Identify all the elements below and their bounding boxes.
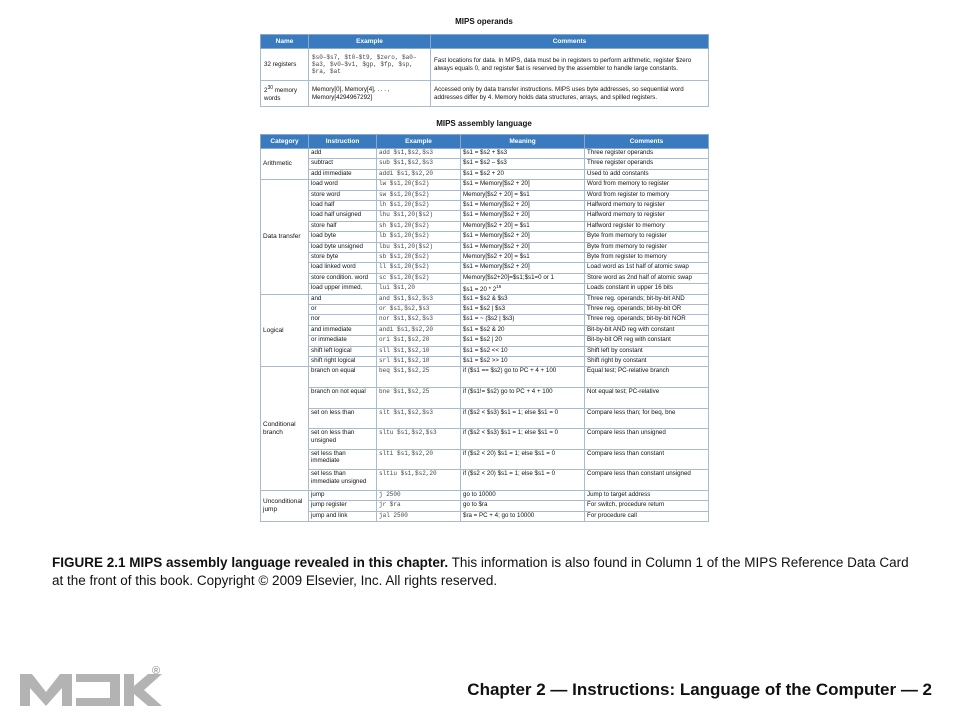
cell-example: and $s1,$s2,$s3 (377, 294, 461, 304)
table-row (261, 200, 709, 210)
chapter-footer: Chapter 2 — Instructions: Language of the Computer — 2 (467, 680, 932, 699)
cell-meaning: $s1 = Memory[$s2 + 20] (461, 242, 585, 252)
mk-logo-icon (20, 662, 170, 708)
memory-words-label: memory words (264, 87, 298, 102)
cell-instruction: subtract (309, 159, 377, 169)
cell-meaning: $s1 = Memory[$s2 + 20] (461, 180, 585, 190)
assembly-table-title: MIPS assembly language (436, 119, 532, 128)
table-row (261, 511, 709, 521)
cell-meaning: $ra = PC + 4; go to 10000 (461, 511, 585, 521)
cell-example: sh $s1,20($s2) (377, 221, 461, 231)
table-row (261, 304, 709, 314)
cell-instruction: add immediate (309, 169, 377, 179)
cell-comments: Store word as 2nd half of atomic swap (585, 273, 709, 283)
table-row (261, 169, 709, 179)
cell-example: jr $ra (377, 501, 461, 511)
cell-comments: Equal test; PC-relative branch (585, 367, 709, 388)
cell-comments: Loads constant in upper 16 bits (585, 284, 709, 295)
cell-instruction: nor (309, 315, 377, 325)
cell-instruction: branch on equal (309, 367, 377, 388)
cell-comments: Three register operands (585, 149, 709, 159)
cell-meaning: go to 10000 (461, 490, 585, 500)
table-row (261, 294, 709, 304)
table-row (261, 387, 709, 408)
cell-meaning: $s1 = $s2 >> 10 (461, 356, 585, 366)
cell-comments: Shift left by constant (585, 346, 709, 356)
cell-instruction: store word (309, 190, 377, 200)
cell-instruction: load byte unsigned (309, 242, 377, 252)
cell-name (261, 81, 309, 107)
cell-meaning: if ($s2 < $s3) $s1 = 1; else $s1 = 0 (461, 408, 585, 429)
cell-comments: Used to add constants (585, 169, 709, 179)
cell-instruction: set on less than unsigned (309, 429, 377, 450)
cell-example: sw $s1,20($s2) (377, 190, 461, 200)
table-row (261, 252, 709, 262)
table-row (261, 149, 709, 159)
cell-comments: Load word as 1st half of atomic swap (585, 263, 709, 273)
cell-instruction: jump (309, 490, 377, 500)
cell-comments: Compare less than unsigned (585, 429, 709, 450)
cell-meaning: go to $ra (461, 501, 585, 511)
table-row (261, 470, 709, 491)
cell-instruction: jump and link (309, 511, 377, 521)
cell-comments: Accessed only by data transfer instructions. MIPS uses byte addresses, so sequential word addresses differ by 4. Memory holds data structures, arrays, and spilled registers. (431, 81, 709, 107)
cell-meaning: if ($s1 == $s2) go to PC + 4 + 100 (461, 367, 585, 388)
cell-example: lh $s1,20($s2) (377, 200, 461, 210)
table-row (261, 449, 709, 470)
cell-comments: Shift right by constant (585, 356, 709, 366)
cell-meaning: Memory[$s2 + 20] = $s1 (461, 252, 585, 262)
cell-instruction: load linked word (309, 263, 377, 273)
table-row (261, 367, 709, 388)
meaning-base: $s1 = 20 * 2 (463, 286, 497, 294)
cell-example: sltu $s1,$s2,$s3 (377, 429, 461, 450)
cell-example: addi $s1,$s2,20 (377, 169, 461, 179)
table-row (261, 263, 709, 273)
cell-comments: Compare less than constant (585, 449, 709, 470)
cell-comments: Three reg. operands; bit-by-bit OR (585, 304, 709, 314)
cell-comments: Compare less than; for beq, bne (585, 408, 709, 429)
table-row (261, 315, 709, 325)
table-row (261, 49, 709, 81)
cell-example: srl $s1,$s2,10 (377, 356, 461, 366)
cell-meaning: if ($s1!= $s2) go to PC + 4 + 100 (461, 387, 585, 408)
table-row (261, 190, 709, 200)
cell-comments: Compare less than constant unsigned (585, 470, 709, 491)
cell-instruction: branch on not equal (309, 387, 377, 408)
cell-comments: Halfword memory to register (585, 211, 709, 221)
operands-table-title: MIPS operands (455, 17, 513, 26)
category-arithmetic: Arithmetic (261, 149, 309, 180)
table-row (261, 81, 709, 107)
cell-meaning: $s1 = $s2 & 20 (461, 325, 585, 335)
caption-bold: FIGURE 2.1 MIPS assembly language revealed in this chapter. (52, 555, 449, 570)
cell-comments: Bit-by-bit AND reg with constant (585, 325, 709, 335)
header-example: Example (377, 135, 461, 149)
table-row (261, 356, 709, 366)
cell-example: slt $s1,$s2,$s3 (377, 408, 461, 429)
cell-meaning: $s1 = $s2 + $s3 (461, 149, 585, 159)
table-row (261, 232, 709, 242)
publisher-logo (20, 662, 170, 713)
table-row (261, 429, 709, 450)
cell-example: sb $s1,20($s2) (377, 252, 461, 262)
cell-comments: Fast locations for data. In MIPS, data must be in registers to perform arithmetic, register $zero always equals 0, and register $at is reserved by the assembler to handle large constants. (431, 49, 709, 81)
cell-meaning: $s1 = Memory[$s2 + 20] (461, 232, 585, 242)
cell-meaning: $s1 = $s2 << 10 (461, 346, 585, 356)
cell-instruction: and (309, 294, 377, 304)
cell-meaning: $s1 = Memory[$s2 + 20] (461, 200, 585, 210)
cell-meaning: if ($s2 < $s3) $s1 = 1; else $s1 = 0 (461, 429, 585, 450)
cell-example: sc $s1,20($s2) (377, 273, 461, 283)
table-row (261, 490, 709, 500)
cell-comments: Byte from register to memory (585, 252, 709, 262)
cell-meaning: $s1 = Memory[$s2 + 20] (461, 263, 585, 273)
table-row (261, 242, 709, 252)
meaning-exponent: 16 (496, 284, 502, 290)
cell-meaning: $s1 = $s2 & $s3 (461, 294, 585, 304)
figure-caption (52, 554, 912, 590)
memory-words-base: 2 (264, 87, 268, 95)
cell-meaning: $s1 = $s2 + 20 (461, 169, 585, 179)
cell-comments: Word from register to memory (585, 190, 709, 200)
header-comments: Comments (431, 35, 709, 49)
assembly-table (260, 134, 709, 522)
cell-example: beq $s1,$s2,25 (377, 367, 461, 388)
memory-words-exponent: 30 (267, 85, 274, 92)
cell-example: sub $s1,$s2,$s3 (377, 159, 461, 169)
cell-meaning: $s1 = ~ ($s2 | $s3) (461, 315, 585, 325)
cell-instruction: or (309, 304, 377, 314)
cell-instruction: store byte (309, 252, 377, 262)
cell-comments: Byte from memory to register (585, 242, 709, 252)
cell-comments: Byte from memory to register (585, 232, 709, 242)
cell-meaning: $s1 = Memory[$s2 + 20] (461, 211, 585, 221)
header-comments: Comments (585, 135, 709, 149)
cell-meaning: if ($s2 < 20) $s1 = 1; else $s1 = 0 (461, 470, 585, 491)
cell-example: andi $s1,$s2,20 (377, 325, 461, 335)
cell-instruction: shift left logical (309, 346, 377, 356)
table-row (261, 408, 709, 429)
header-instruction: Instruction (309, 135, 377, 149)
cell-meaning: Memory[$s2 + 20] = $s1 (461, 190, 585, 200)
category-data-transfer: Data transfer (261, 180, 309, 294)
cell-instruction: add (309, 149, 377, 159)
cell-comments: Three reg. operands; bit-by-bit NOR (585, 315, 709, 325)
table-row (261, 159, 709, 169)
cell-example: or $s1,$s2,$s3 (377, 304, 461, 314)
table-row (261, 221, 709, 231)
cell-comments: For procedure call (585, 511, 709, 521)
cell-example: jal 2500 (377, 511, 461, 521)
cell-example: lhu $s1,20($s2) (377, 211, 461, 221)
cell-meaning: Memory[$s2 + 20] = $s1 (461, 221, 585, 231)
cell-instruction: set less than immediate unsigned (309, 470, 377, 491)
header-meaning: Meaning (461, 135, 585, 149)
cell-instruction: set less than immediate (309, 449, 377, 470)
cell-comments: For switch, procedure return (585, 501, 709, 511)
cell-example: add $s1,$s2,$s3 (377, 149, 461, 159)
cell-comments: Word from memory to register (585, 180, 709, 190)
cell-example: lui $s1,20 (377, 284, 461, 295)
table-row (261, 284, 709, 295)
cell-meaning: $s1 = $s2 – $s3 (461, 159, 585, 169)
cell-instruction: jump register (309, 501, 377, 511)
cell-meaning: if ($s2 < 20) $s1 = 1; else $s1 = 0 (461, 449, 585, 470)
cell-example: $s0–$s7, $t0–$t9, $zero, $a0–$a3, $v0–$v1, $gp, $fp, $sp, $ra, $at (309, 49, 431, 81)
cell-instruction: shift right logical (309, 356, 377, 366)
cell-instruction: store condition. word (309, 273, 377, 283)
table-row (261, 325, 709, 335)
cell-comments: Not equal test; PC-relative (585, 387, 709, 408)
table-row (261, 180, 709, 190)
cell-name: 32 registers (261, 49, 309, 81)
cell-instruction: load word (309, 180, 377, 190)
cell-instruction: load byte (309, 232, 377, 242)
cell-instruction: or immediate (309, 336, 377, 346)
caption-text: This information is also found in Column 1 of the MIPS Reference Data Card at the front of this book. Copyright © 2009 Elsevier, Inc. All rights reserved. (52, 555, 909, 588)
cell-example: lbu $s1,20($s2) (377, 242, 461, 252)
category-logical: Logical (261, 294, 309, 367)
cell-comments: Halfword register to memory (585, 221, 709, 231)
category-unconditional-jump: Unconditional jump (261, 490, 309, 521)
cell-comments: Three reg. operands; bit-by-bit AND (585, 294, 709, 304)
cell-meaning: $s1 = $s2 | 20 (461, 336, 585, 346)
cell-example: ori $s1,$s2,20 (377, 336, 461, 346)
cell-meaning: Memory[$s2+20]=$s1;$s1=0 or 1 (461, 273, 585, 283)
cell-comments: Halfword memory to register (585, 200, 709, 210)
cell-example: Memory[0], Memory[4], . . . , Memory[4294967292] (309, 81, 431, 107)
cell-instruction: store half (309, 221, 377, 231)
cell-comments: Bit-by-bit OR reg with constant (585, 336, 709, 346)
header-name: Name (261, 35, 309, 49)
cell-example: sll $s1,$s2,10 (377, 346, 461, 356)
cell-instruction: load upper immed. (309, 284, 377, 295)
cell-example: ll $s1,20($s2) (377, 263, 461, 273)
cell-example: sltiu $s1,$s2,20 (377, 470, 461, 491)
cell-comments: Jump to target address (585, 490, 709, 500)
cell-comments: Three register operands (585, 159, 709, 169)
registered-mark: ® (152, 665, 161, 677)
cell-example: j 2500 (377, 490, 461, 500)
table-row (261, 273, 709, 283)
table-row (261, 346, 709, 356)
cell-meaning (461, 284, 585, 295)
cell-example: lb $s1,20($s2) (377, 232, 461, 242)
operands-table (260, 34, 709, 107)
category-conditional-branch: Conditional branch (261, 367, 309, 491)
table-row (261, 336, 709, 346)
header-category: Category (261, 135, 309, 149)
table-row (261, 211, 709, 221)
cell-instruction: load half (309, 200, 377, 210)
header-example: Example (309, 35, 431, 49)
cell-example: nor $s1,$s2,$s3 (377, 315, 461, 325)
table-row (261, 501, 709, 511)
cell-instruction: load half unsigned (309, 211, 377, 221)
cell-example: bne $s1,$s2,25 (377, 387, 461, 408)
cell-example: slti $s1,$s2,20 (377, 449, 461, 470)
cell-instruction: set on less than (309, 408, 377, 429)
cell-instruction: and immediate (309, 325, 377, 335)
cell-meaning: $s1 = $s2 | $s3 (461, 304, 585, 314)
cell-example: lw $s1,20($s2) (377, 180, 461, 190)
